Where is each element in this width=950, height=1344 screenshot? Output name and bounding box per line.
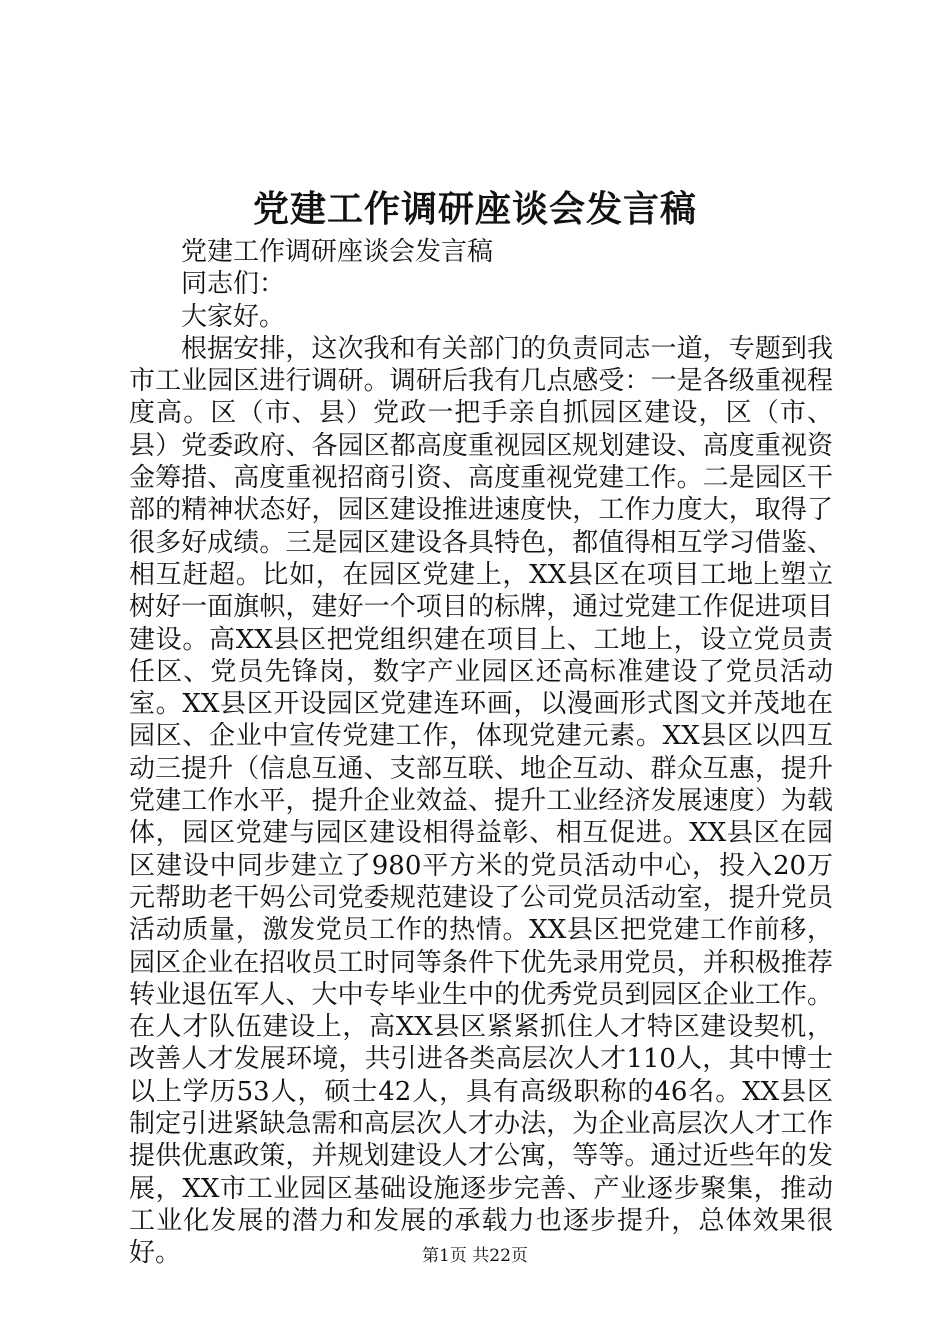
paragraph-subtitle: 党建工作调研座谈会发言稿 xyxy=(181,237,494,267)
paragraph-main: 根据安排，这次我和有关部门的负责同志一道，专题到我市工业园区进行调研。调研后我有几点感受：一是各级重视程度高。区（市、县）党政一把手亲自抓园区建设，区（市、县）党委政府、各园区都高度重视园区规划建设、高度重视资金筹措、高度重视招商引资、高度重视党建工作。二是园区干部的精神状态好，园区建设推进速度快，工作力度大，取得了很多好成绩。三是园区建设各具特色，都值得相互学习借鉴、相互赶超。比如，在园区党建上，XX县区在项目工地上塑立树好一面旗帜，建好一个项目的标牌，通过党建工作促进项目建设。高XX县区把党组织建在项目上、工地上，设立党员责任区、党员先锋岗，数字产业园区还高标准建设了党员活动室。XX县区开设园区党建连环画，以漫画形式图文并茂地在园区、企业中宣传党建工作，体现党建元素。XX县区以四互动三提升（信息互通、支部互联、地企互动、群众互惠，提升党建工作水平，提升企业效益、提升工业经济发展速度）为载体，园区党建与园区建设相得益彰、相互促进。XX县区在园区建设中同步建立了980平方米的党员活动中心，投入20万元帮助老干妈公司党委规范建设了公司党员活动室，提升党员活动质量，激发党员工作的热情。XX县区把党建工作前移，园区企业在招收员工时同等条件下优先录用党员，并积极推荐转业退伍军人、大中专毕业生中的优秀党员到园区企业工作。在人才队伍建设上，高XX县区紧紧抓住人才特区建设契机，改善人才发展环境，共引进各类高层次人才110人，其中博士以上学历53人，硕士42人，具有高级职称的46名。XX县区制定引进紧缺急需和高层次人才办法，为企业高层次人才工作提供优惠政策，并规划建设人才公寓，等等。通过近些年的发展，XX市工业园区基础设施逐步完善、产业逐步聚集，推动工业化发展的潜力和发展的承载力也逐步提升，总体效果很好。 xyxy=(129,333,833,1269)
document-body xyxy=(129,236,833,1270)
page-number-footer: 第1页 共22页 xyxy=(422,1246,528,1266)
document-title: 党建工作调研座谈会发言稿 xyxy=(252,188,697,230)
paragraph-salutation: 同志们： xyxy=(181,269,286,300)
paragraph-greeting: 大家好。 xyxy=(181,301,286,332)
